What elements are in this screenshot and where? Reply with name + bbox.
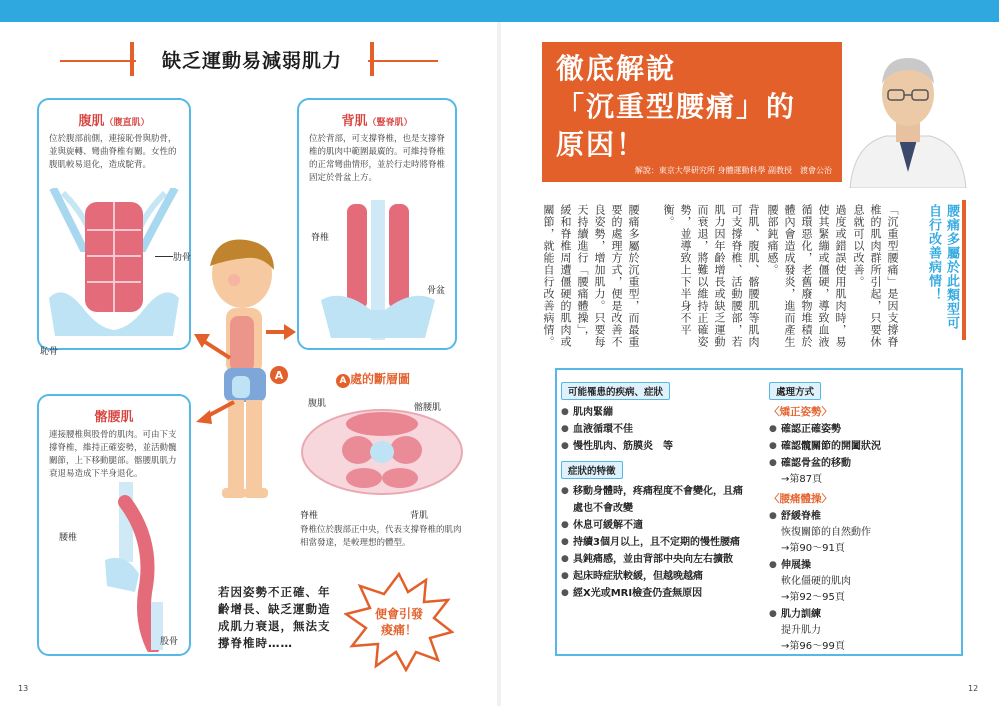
- label-lumbar: 腰椎: [59, 533, 78, 543]
- professor-portrait: [846, 40, 970, 188]
- symptom-info-box: [555, 368, 963, 656]
- abdominal-muscle-card: [37, 98, 191, 350]
- page-gutter: [497, 22, 501, 706]
- body-paragraph-2: 過度或錯誤使用肌肉時，易使其緊繃或僵硬，導致血液循環惡化，老舊廢物堆積於體內會造成發炎，進而產生腰部鈍痛感。: [766, 204, 847, 348]
- back-muscle-illustration: [313, 200, 446, 340]
- side-heading: 腰痛多屬於此類型可自行改善病情！: [926, 204, 959, 330]
- back-muscle-card: [297, 98, 457, 350]
- exercise-desc: 提升肌力: [781, 625, 821, 636]
- label-spine-back: 脊椎: [311, 233, 330, 243]
- exercise-name: ● 伸展操: [769, 557, 955, 574]
- feature-item: ● 起床時症狀較緩，但越晚越痛: [561, 568, 751, 585]
- feature-item: ● 持續3個月以上，且不定期的慢性腰痛: [561, 534, 751, 551]
- iliopsoas-card-title: 髂腰肌: [94, 410, 134, 425]
- exercise-page-ref: →第96～99頁: [781, 641, 845, 652]
- exercise-desc: 軟化僵硬的肌肉: [781, 576, 851, 587]
- posture-item: ● 確認正確姿勢: [769, 421, 955, 438]
- posture-item: ● 確認髖關節的開闔狀況: [769, 438, 955, 455]
- disease-item: ● 慢性肌肉、筋膜炎 等: [561, 438, 761, 455]
- hero-title-line-1: 徹底解說: [556, 52, 677, 85]
- treatment-tag: 處理方式: [769, 382, 821, 400]
- cs-label-back: 背肌: [410, 511, 429, 521]
- cross-section-illustration: [296, 402, 468, 498]
- exercise-heading: 〈腰痛體操〉: [769, 493, 832, 505]
- cs-label-abdominal: 腹肌: [308, 399, 327, 409]
- posture-heading: 〈矯正姿勢〉: [769, 406, 832, 418]
- feature-item: ● 移動身體時，疼痛程度不會變化，且痛處也不會改變: [561, 483, 751, 517]
- diseases-tag: 可能罹患的疾病、症狀: [561, 382, 670, 400]
- left-page-number: 13: [18, 684, 29, 693]
- hero-credit: 解說：東京大學研究所 身體運動科學 副教授 渡會公治: [634, 166, 832, 175]
- top-color-bar: [0, 0, 999, 22]
- exercise-name: ● 舒緩脊椎: [769, 508, 955, 525]
- exercise-page-ref: →第90～91頁: [781, 543, 845, 554]
- label-pelvis: 骨盆: [427, 286, 446, 296]
- cross-section-mark: A: [336, 374, 350, 388]
- bottom-lead-text: 若因姿勢不正確、年齡增長、缺乏運動造成肌力衰退，無法支撐脊椎時……: [218, 585, 331, 650]
- body-paragraph-3: 背肌、腹肌、髂腰肌等肌肉可支撐脊椎、活動腰部，若肌力因年齡增長或缺乏運動而衰退，將難以維持正確姿勢，並導致上下半身不平衡。: [662, 204, 760, 348]
- diseases-section: [561, 380, 761, 602]
- iliopsoas-card-text: 連接腰椎與股骨的肌肉。可由下支撐脊椎，維持正確姿勢，並活動髖關節，上下移動腿部。髂腰肌肌力衰退易造成下半身退化。: [49, 430, 177, 479]
- cs-label-spine: 脊椎: [300, 511, 319, 521]
- abdominal-card-title: 腹肌（腹直肌）: [78, 114, 150, 129]
- feature-item: ● 具鈍痛感，並由背部中央向左右擴散: [561, 551, 751, 568]
- cross-section-title: A 處的斷層圖: [336, 370, 410, 388]
- posture-page-ref: →第87頁: [781, 474, 823, 485]
- exercise-page-ref: →第92～95頁: [781, 592, 845, 603]
- label-pubis: 恥骨: [40, 347, 59, 357]
- body-paragraph-1: 「沉重型腰痛」是因支撐脊椎的肌肉群所引起，只要休息就可以改善。: [852, 204, 899, 348]
- marker-a: A: [270, 366, 288, 384]
- label-femur: 股骨: [160, 637, 179, 647]
- section-title: [136, 40, 368, 78]
- iliopsoas-illustration: [95, 482, 187, 652]
- right-page-number: 12: [968, 684, 979, 693]
- iliopsoas-card: [37, 394, 191, 656]
- feature-item: ● 休息可緩解不適: [561, 517, 751, 534]
- label-rib: 肋骨: [173, 253, 192, 263]
- body-paragraph-4: 腰痛多屬於沉重型，而最重要的處理方式，便是改善不良姿勢，增加肌力。只要每天持續進行「腰痛體操」，緩和脊椎周遭僵硬的肌肉或關節，就能自行改善病情。: [542, 204, 640, 348]
- abdominal-muscle-illustration: [43, 188, 185, 338]
- rib-leader-line: [155, 256, 173, 257]
- posture-item: ● 確認骨盆的移動: [769, 455, 955, 472]
- back-card-text: 位於背部，可支撐脊椎，也是支撐脊椎的肌肉中範圍最廣的。可維持脊椎的正常彎曲情形，並於行走時將脊椎固定於骨盆上方。: [309, 134, 446, 183]
- exercise-name: ● 肌力訓練: [769, 606, 955, 623]
- exercise-desc: 恢復關節的自然動作: [781, 527, 871, 538]
- hero-title-line-3: 原因！: [556, 128, 647, 161]
- back-card-title: 背肌（豎脊肌）: [341, 114, 413, 129]
- hero-title: [556, 50, 796, 164]
- treatment-section: [769, 380, 955, 655]
- disease-item: ● 肌肉緊繃: [561, 404, 761, 421]
- feature-item: ● 經X光或MRI檢查仍查無原因: [561, 585, 751, 602]
- abdominal-card-text: 位於腹部前側，連接恥骨與肋骨，並與旋轉、彎曲脊椎有關。女性的腹肌較易退化，造成駝背。: [49, 134, 177, 170]
- hero-title-line-2: 「沉重型腰痛」的: [556, 90, 797, 123]
- cross-section-caption: 脊椎位於腹部正中央，代表支撐脊椎的肌肉相當發達，是較理想的體型。: [300, 525, 462, 548]
- disease-item: ● 血液循環不佳: [561, 421, 761, 438]
- section-title-text: 缺乏運動易減弱肌力: [161, 49, 342, 72]
- cs-label-iliopsoas: 髂腰肌: [414, 403, 442, 413]
- side-heading-rule: [962, 200, 966, 340]
- burst-text: 便會引發痠痛！: [374, 607, 423, 637]
- features-tag: 症狀的特徵: [561, 461, 623, 479]
